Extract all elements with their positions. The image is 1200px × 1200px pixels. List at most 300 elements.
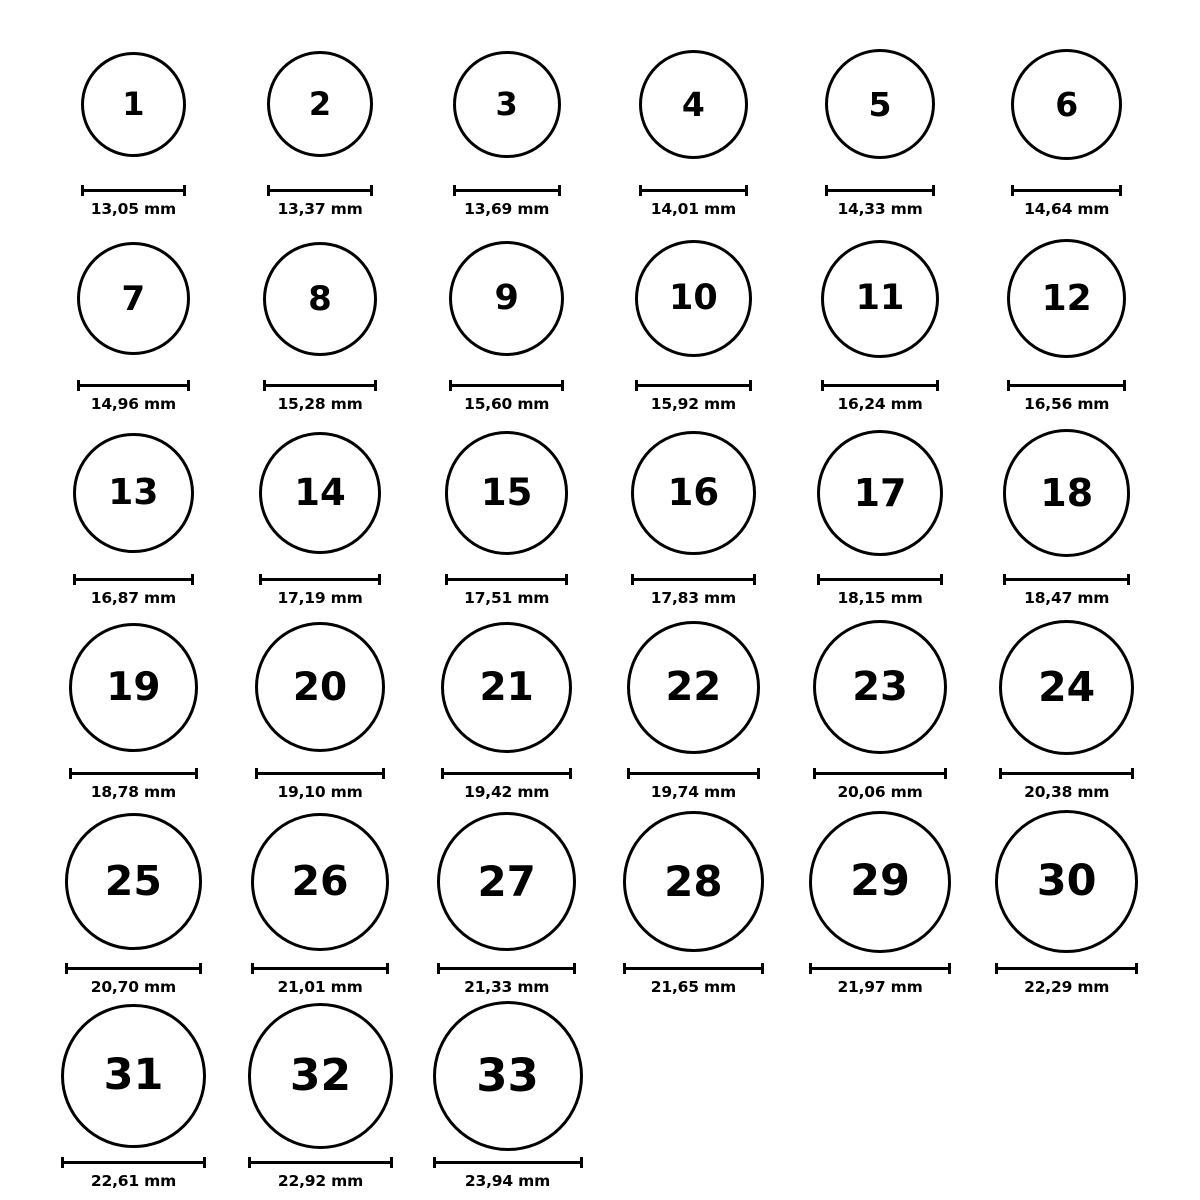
ring-circle — [639, 50, 748, 159]
diameter-label: 21,01 mm — [277, 977, 363, 996]
ring-circle-wrapper — [995, 807, 1138, 957]
ring-size-number: 24 — [1038, 662, 1096, 711]
measure-tick-left — [437, 963, 440, 974]
measure-tick-right — [558, 185, 561, 196]
measure-line — [1011, 189, 1123, 192]
ring-size-number: 1 — [122, 85, 145, 124]
ring-size-number: 9 — [494, 278, 519, 319]
ring-size-number: 6 — [1055, 84, 1079, 124]
ring-size-number: 15 — [480, 471, 533, 515]
ring-circle — [817, 430, 943, 556]
diameter-measure-bar — [263, 380, 377, 390]
measure-tick-right — [1127, 574, 1130, 585]
measure-line — [437, 967, 576, 970]
ring-size-number: 19 — [106, 664, 161, 710]
ring-circle-wrapper — [1011, 29, 1123, 179]
ring-circle — [441, 622, 572, 753]
ring-circle-wrapper — [65, 807, 202, 957]
measure-tick-right — [1119, 185, 1122, 196]
ring-circle-wrapper — [445, 418, 568, 568]
measure-tick-right — [1131, 768, 1134, 779]
diameter-measure-bar — [817, 574, 943, 584]
measure-tick-right — [573, 963, 576, 974]
ring-size-number: 10 — [668, 278, 718, 319]
ring-size-cell[interactable] — [413, 801, 600, 995]
measure-line — [433, 1161, 583, 1164]
measure-tick-right — [565, 574, 568, 585]
diameter-measure-bar — [248, 1157, 394, 1167]
ring-circle-wrapper — [61, 1001, 206, 1151]
ring-circle-wrapper — [639, 29, 748, 179]
measure-tick-right — [757, 768, 760, 779]
ring-circle — [1011, 49, 1123, 161]
ring-size-cell[interactable] — [413, 24, 600, 218]
measure-line — [631, 578, 756, 581]
ring-circle-wrapper — [433, 1001, 583, 1151]
diameter-measure-bar — [81, 185, 186, 195]
measure-tick-left — [248, 1157, 251, 1168]
measure-tick-left — [441, 768, 444, 779]
ring-size-number: 5 — [868, 84, 892, 124]
measure-tick-left — [65, 963, 68, 974]
diameter-measure-bar — [627, 768, 760, 778]
diameter-label: 15,28 mm — [277, 394, 363, 413]
ring-circle — [255, 622, 385, 752]
ring-size-cell[interactable] — [973, 801, 1160, 995]
ring-circle-wrapper — [251, 807, 389, 957]
measure-tick-right — [749, 380, 752, 391]
measure-line — [1003, 578, 1130, 581]
ring-circle-wrapper — [809, 807, 951, 957]
measure-tick-right — [183, 185, 186, 196]
measure-tick-left — [1003, 574, 1006, 585]
measure-tick-right — [370, 185, 373, 196]
diameter-measure-bar — [825, 185, 935, 195]
ring-circle — [635, 240, 752, 357]
measure-line — [627, 772, 760, 775]
measure-tick-left — [267, 185, 270, 196]
ring-size-number: 21 — [479, 664, 534, 710]
measure-tick-left — [1007, 380, 1010, 391]
measure-tick-right — [753, 574, 756, 585]
ring-size-cell[interactable] — [40, 24, 227, 218]
diameter-label: 13,69 mm — [464, 200, 550, 219]
ring-circle-wrapper — [999, 612, 1134, 762]
ring-circle-wrapper — [627, 612, 760, 762]
measure-line — [441, 772, 572, 775]
measure-line — [77, 384, 190, 387]
diameter-label: 21,33 mm — [464, 977, 550, 996]
ring-size-cell[interactable] — [787, 413, 974, 607]
measure-tick-left — [631, 574, 634, 585]
measure-tick-left — [813, 768, 816, 779]
diameter-label: 14,01 mm — [650, 200, 736, 219]
diameter-label: 14,96 mm — [90, 394, 176, 413]
ring-size-number: 14 — [294, 471, 346, 515]
diameter-measure-bar — [813, 768, 947, 778]
ring-circle — [1007, 239, 1127, 359]
measure-tick-right — [203, 1157, 206, 1168]
measure-tick-left — [635, 380, 638, 391]
diameter-measure-bar — [639, 185, 748, 195]
ring-circle-wrapper — [81, 29, 186, 179]
ring-circle — [623, 811, 764, 952]
ring-size-cell[interactable] — [227, 996, 414, 1190]
diameter-label: 22,61 mm — [90, 1171, 177, 1190]
ring-circle — [1003, 429, 1130, 556]
ring-circle-wrapper — [631, 418, 756, 568]
ring-size-cell[interactable] — [40, 996, 227, 1190]
measure-tick-left — [809, 963, 812, 974]
ring-circle-wrapper — [77, 224, 190, 374]
measure-tick-right — [390, 1157, 393, 1168]
ring-size-cell[interactable] — [227, 218, 414, 412]
measure-tick-left — [825, 185, 828, 196]
ring-size-cell[interactable] — [787, 801, 974, 995]
measure-tick-left — [623, 963, 626, 974]
measure-tick-left — [433, 1157, 436, 1168]
diameter-label: 22,29 mm — [1024, 977, 1110, 996]
ring-size-cell[interactable] — [973, 413, 1160, 607]
measure-line — [259, 578, 381, 581]
measure-tick-right — [378, 574, 381, 585]
ring-size-cell[interactable] — [600, 413, 787, 607]
ring-circle — [445, 431, 568, 554]
measure-line — [267, 189, 373, 192]
diameter-measure-bar — [1011, 185, 1123, 195]
ring-circle — [77, 242, 190, 355]
ring-size-cell[interactable] — [227, 24, 414, 218]
measure-tick-right — [382, 768, 385, 779]
ring-circle — [821, 240, 939, 358]
diameter-measure-bar — [995, 963, 1138, 973]
ring-size-number: 29 — [850, 856, 910, 907]
ring-size-number: 17 — [853, 470, 907, 515]
measure-tick-left — [259, 574, 262, 585]
diameter-measure-bar — [73, 574, 194, 584]
measure-tick-left — [639, 185, 642, 196]
ring-size-number: 7 — [121, 278, 146, 319]
measure-line — [65, 967, 202, 970]
ring-size-number: 27 — [477, 856, 536, 906]
diameter-label: 15,92 mm — [650, 394, 736, 413]
ring-size-cell[interactable] — [40, 801, 227, 995]
diameter-label: 19,10 mm — [277, 783, 363, 802]
ring-circle — [65, 813, 202, 950]
ring-circle — [809, 811, 951, 953]
measure-line — [73, 578, 194, 581]
ring-size-cell[interactable] — [227, 607, 414, 801]
ring-size-number: 3 — [495, 85, 518, 124]
ring-size-cell[interactable] — [787, 218, 974, 412]
ring-circle — [69, 623, 198, 752]
ring-circle — [631, 431, 756, 556]
ring-size-number: 13 — [108, 471, 159, 513]
diameter-measure-bar — [437, 963, 576, 973]
ring-circle — [81, 52, 186, 157]
diameter-measure-bar — [809, 963, 951, 973]
ring-size-cell[interactable] — [600, 607, 787, 801]
measure-line — [825, 189, 935, 192]
ring-size-number: 26 — [291, 857, 349, 906]
ring-size-number: 25 — [104, 857, 162, 906]
diameter-label: 17,51 mm — [464, 588, 550, 607]
measure-tick-left — [81, 185, 84, 196]
diameter-label: 13,37 mm — [277, 200, 363, 219]
diameter-measure-bar — [1007, 380, 1127, 390]
diameter-measure-bar — [441, 768, 572, 778]
ring-size-number: 8 — [308, 278, 332, 319]
ring-size-number: 22 — [665, 664, 722, 711]
ring-circle-wrapper — [449, 224, 565, 374]
ring-size-cell[interactable] — [787, 607, 974, 801]
ring-size-number: 12 — [1041, 277, 1092, 319]
ring-circle-wrapper — [453, 29, 561, 179]
measure-tick-right — [569, 768, 572, 779]
ring-size-cell[interactable] — [973, 218, 1160, 412]
ring-size-cell[interactable] — [600, 218, 787, 412]
measure-line — [809, 967, 951, 970]
measure-line — [263, 384, 377, 387]
diameter-measure-bar — [445, 574, 568, 584]
ring-circle — [995, 810, 1138, 953]
ring-circle-wrapper — [437, 807, 576, 957]
diameter-label: 14,33 mm — [837, 200, 923, 219]
diameter-measure-bar — [631, 574, 756, 584]
measure-tick-left — [255, 768, 258, 779]
diameter-measure-bar — [69, 768, 198, 778]
ring-size-cell[interactable] — [973, 607, 1160, 801]
measure-tick-left — [1011, 185, 1014, 196]
ring-circle — [267, 51, 373, 157]
ring-circle-wrapper — [1003, 418, 1130, 568]
measure-tick-right — [374, 380, 377, 391]
ring-circle-wrapper — [248, 1001, 394, 1151]
diameter-label: 23,94 mm — [464, 1171, 551, 1190]
diameter-measure-bar — [61, 1157, 206, 1167]
ring-size-number: 30 — [1036, 856, 1097, 907]
ring-size-cell[interactable] — [413, 218, 600, 412]
measure-tick-right — [187, 380, 190, 391]
ring-size-cell[interactable] — [40, 218, 227, 412]
measure-tick-right — [191, 574, 194, 585]
measure-tick-right — [1123, 380, 1126, 391]
ring-circle-wrapper — [821, 224, 939, 374]
diameter-label: 19,42 mm — [464, 783, 550, 802]
diameter-label: 21,65 mm — [650, 977, 736, 996]
measure-tick-left — [77, 380, 80, 391]
diameter-measure-bar — [433, 1157, 583, 1167]
ring-circle-wrapper — [263, 224, 377, 374]
diameter-measure-bar — [255, 768, 385, 778]
ring-size-number: 16 — [667, 471, 720, 515]
ring-size-number: 33 — [476, 1049, 539, 1103]
measure-line — [449, 384, 565, 387]
diameter-label: 18,47 mm — [1024, 588, 1110, 607]
ring-circle — [248, 1003, 394, 1149]
ring-circle-wrapper — [73, 418, 194, 568]
ring-circle — [73, 433, 194, 554]
diameter-measure-bar — [1003, 574, 1130, 584]
ring-size-cell[interactable] — [787, 24, 974, 218]
diameter-label: 19,74 mm — [650, 783, 736, 802]
ring-size-number: 18 — [1040, 470, 1094, 515]
measure-tick-left — [995, 963, 998, 974]
diameter-measure-bar — [65, 963, 202, 973]
ring-circle-wrapper — [441, 612, 572, 762]
diameter-measure-bar — [999, 768, 1134, 778]
ring-circle-wrapper — [623, 807, 764, 957]
measure-line — [639, 189, 748, 192]
measure-tick-right — [199, 963, 202, 974]
measure-tick-right — [195, 768, 198, 779]
measure-tick-right — [936, 380, 939, 391]
ring-circle-wrapper — [635, 224, 752, 374]
measure-line — [999, 772, 1134, 775]
ring-circle — [449, 241, 565, 357]
measure-tick-right — [932, 185, 935, 196]
ring-circle-wrapper — [825, 29, 935, 179]
measure-tick-right — [948, 963, 951, 974]
ring-circle — [999, 620, 1134, 755]
measure-tick-right — [944, 768, 947, 779]
diameter-label: 18,78 mm — [90, 783, 176, 802]
ring-size-number: 4 — [681, 84, 705, 124]
diameter-label: 17,83 mm — [650, 588, 736, 607]
ring-size-cell[interactable] — [973, 24, 1160, 218]
chart-row — [40, 24, 1160, 218]
ring-circle — [433, 1001, 583, 1151]
chart-row — [40, 996, 1160, 1190]
diameter-measure-bar — [251, 963, 389, 973]
ring-size-cell[interactable] — [600, 801, 787, 995]
measure-line — [813, 772, 947, 775]
measure-line — [251, 967, 389, 970]
chart-row — [40, 607, 1160, 801]
measure-tick-left — [61, 1157, 64, 1168]
diameter-label: 17,19 mm — [277, 588, 363, 607]
ring-size-cell[interactable] — [227, 801, 414, 995]
measure-tick-left — [821, 380, 824, 391]
diameter-label: 18,15 mm — [837, 588, 923, 607]
measure-line — [61, 1161, 206, 1164]
measure-tick-left — [627, 768, 630, 779]
measure-tick-left — [263, 380, 266, 391]
measure-tick-left — [73, 574, 76, 585]
measure-tick-right — [580, 1157, 583, 1168]
ring-size-cell[interactable] — [413, 607, 600, 801]
ring-circle — [627, 621, 760, 754]
ring-circle — [259, 432, 381, 554]
measure-line — [1007, 384, 1127, 387]
ring-circle — [251, 813, 389, 951]
measure-line — [255, 772, 385, 775]
ring-circle — [825, 49, 935, 159]
ring-circle — [61, 1004, 206, 1149]
ring-size-cell[interactable] — [414, 996, 601, 1190]
measure-tick-right — [940, 574, 943, 585]
ring-size-cell[interactable] — [413, 413, 600, 607]
diameter-label: 21,97 mm — [837, 977, 923, 996]
measure-tick-left — [251, 963, 254, 974]
measure-line — [248, 1161, 394, 1164]
measure-tick-right — [1135, 963, 1138, 974]
ring-size-number: 31 — [103, 1050, 164, 1101]
measure-line — [817, 578, 943, 581]
ring-circle-wrapper — [817, 418, 943, 568]
chart-row — [40, 218, 1160, 412]
ring-size-cell[interactable] — [40, 413, 227, 607]
ring-size-number: 23 — [852, 664, 908, 711]
diameter-measure-bar — [821, 380, 939, 390]
measure-line — [821, 384, 939, 387]
measure-line — [81, 189, 186, 192]
diameter-measure-bar — [453, 185, 561, 195]
ring-circle — [453, 51, 561, 159]
diameter-label: 20,38 mm — [1024, 783, 1110, 802]
ring-circle-wrapper — [255, 612, 385, 762]
measure-tick-left — [453, 185, 456, 196]
measure-tick-right — [386, 963, 389, 974]
measure-line — [623, 967, 764, 970]
ring-size-number: 11 — [855, 278, 905, 319]
measure-tick-right — [761, 963, 764, 974]
diameter-label: 20,70 mm — [90, 977, 176, 996]
ring-circle-wrapper — [69, 612, 198, 762]
measure-line — [445, 578, 568, 581]
diameter-measure-bar — [449, 380, 565, 390]
chart-row — [40, 801, 1160, 995]
ring-size-number: 2 — [308, 85, 332, 124]
diameter-measure-bar — [635, 380, 752, 390]
ring-circle-wrapper — [1007, 224, 1127, 374]
measure-tick-right — [561, 380, 564, 391]
measure-tick-left — [817, 574, 820, 585]
ring-circle-wrapper — [267, 29, 373, 179]
diameter-label: 16,24 mm — [837, 394, 923, 413]
measure-tick-left — [449, 380, 452, 391]
measure-line — [69, 772, 198, 775]
diameter-label: 16,56 mm — [1024, 394, 1110, 413]
ring-size-cell[interactable] — [40, 607, 227, 801]
chart-row — [40, 413, 1160, 607]
measure-tick-left — [445, 574, 448, 585]
measure-line — [995, 967, 1138, 970]
ring-size-number: 28 — [664, 856, 723, 906]
ring-circle-wrapper — [259, 418, 381, 568]
ring-size-cell[interactable] — [600, 24, 787, 218]
ring-size-number: 32 — [289, 1049, 352, 1101]
diameter-measure-bar — [259, 574, 381, 584]
diameter-label: 20,06 mm — [837, 783, 923, 802]
measure-tick-left — [69, 768, 72, 779]
measure-tick-left — [999, 768, 1002, 779]
ring-circle — [437, 812, 576, 951]
diameter-measure-bar — [267, 185, 373, 195]
diameter-label: 13,05 mm — [90, 200, 176, 219]
diameter-label: 16,87 mm — [90, 588, 176, 607]
ring-size-cell[interactable] — [227, 413, 414, 607]
measure-tick-right — [745, 185, 748, 196]
ring-size-number: 20 — [292, 664, 348, 710]
measure-line — [453, 189, 561, 192]
ring-circle — [813, 620, 947, 754]
ring-circle-wrapper — [813, 612, 947, 762]
diameter-label: 14,64 mm — [1024, 200, 1110, 219]
diameter-measure-bar — [623, 963, 764, 973]
measure-line — [635, 384, 752, 387]
diameter-label: 15,60 mm — [464, 394, 550, 413]
